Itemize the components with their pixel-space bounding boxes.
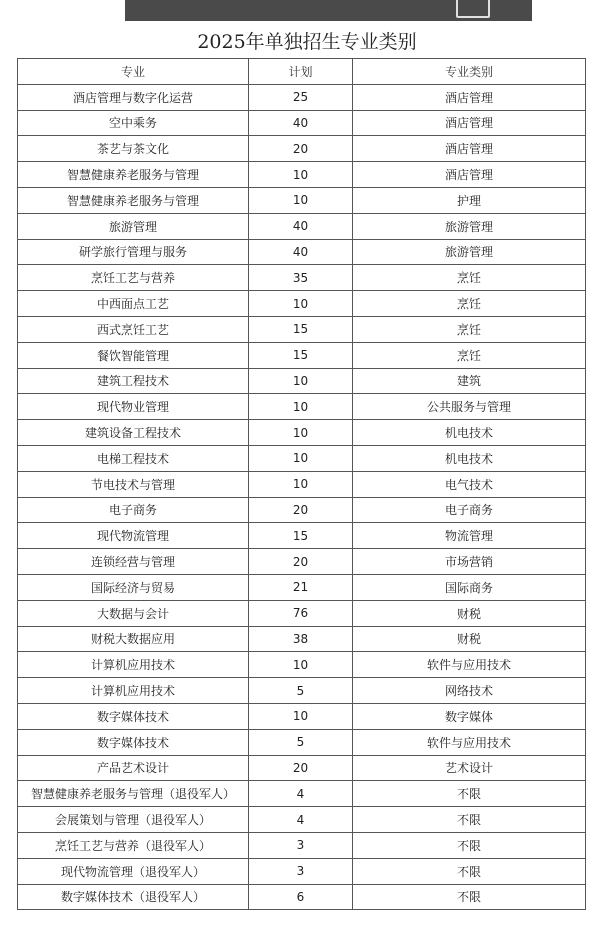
major-cell: 电梯工程技术 xyxy=(18,445,249,471)
table-row xyxy=(18,523,586,549)
table-row xyxy=(18,342,586,368)
plan-cell: 10 xyxy=(249,394,353,420)
plan-cell: 20 xyxy=(249,755,353,781)
major-cell: 研学旅行管理与服务 xyxy=(18,239,249,265)
plan-cell: 76 xyxy=(249,600,353,626)
plan-cell: 4 xyxy=(249,807,353,833)
major-cell: 产品艺术设计 xyxy=(18,755,249,781)
category-cell: 酒店管理 xyxy=(353,136,586,162)
major-cell: 计算机应用技术 xyxy=(18,678,249,704)
major-cell: 餐饮智能管理 xyxy=(18,342,249,368)
category-cell: 烹饪 xyxy=(353,265,586,291)
plan-cell: 10 xyxy=(249,291,353,317)
major-cell: 连锁经营与管理 xyxy=(18,549,249,575)
plan-cell: 38 xyxy=(249,626,353,652)
category-cell: 酒店管理 xyxy=(353,110,586,136)
category-cell: 烹饪 xyxy=(353,291,586,317)
table-body xyxy=(18,84,586,910)
table-row xyxy=(18,265,586,291)
major-cell: 烹饪工艺与营养（退役军人） xyxy=(18,832,249,858)
table-row xyxy=(18,574,586,600)
plan-cell: 10 xyxy=(249,162,353,188)
major-cell: 现代物流管理 xyxy=(18,523,249,549)
major-cell: 建筑工程技术 xyxy=(18,368,249,394)
plan-cell: 20 xyxy=(249,497,353,523)
table-header-row xyxy=(18,59,586,85)
category-cell: 护理 xyxy=(353,187,586,213)
table-row xyxy=(18,136,586,162)
plan-cell: 10 xyxy=(249,187,353,213)
major-cell: 财税大数据应用 xyxy=(18,626,249,652)
table-row xyxy=(18,729,586,755)
table-row xyxy=(18,110,586,136)
plan-cell: 4 xyxy=(249,781,353,807)
header-plan: 计划 xyxy=(249,59,353,85)
table-row xyxy=(18,394,586,420)
table-row xyxy=(18,678,586,704)
major-cell: 智慧健康养老服务与管理 xyxy=(18,162,249,188)
plan-cell: 40 xyxy=(249,213,353,239)
table-row xyxy=(18,497,586,523)
category-cell: 烹饪 xyxy=(353,342,586,368)
category-cell: 物流管理 xyxy=(353,523,586,549)
category-cell: 财税 xyxy=(353,626,586,652)
plan-cell: 25 xyxy=(249,84,353,110)
major-cell: 电子商务 xyxy=(18,497,249,523)
table-row xyxy=(18,471,586,497)
table-row xyxy=(18,626,586,652)
plan-cell: 5 xyxy=(249,678,353,704)
category-cell: 旅游管理 xyxy=(353,213,586,239)
major-cell: 烹饪工艺与营养 xyxy=(18,265,249,291)
category-cell: 不限 xyxy=(353,832,586,858)
category-cell: 网络技术 xyxy=(353,678,586,704)
major-cell: 中西面点工艺 xyxy=(18,291,249,317)
major-cell: 数字媒体技术（退役军人） xyxy=(18,884,249,910)
plan-cell: 10 xyxy=(249,420,353,446)
plan-cell: 15 xyxy=(249,316,353,342)
top-banner xyxy=(125,0,532,21)
table-row xyxy=(18,807,586,833)
table-row xyxy=(18,884,586,910)
major-cell: 国际经济与贸易 xyxy=(18,574,249,600)
category-cell: 酒店管理 xyxy=(353,162,586,188)
table-row xyxy=(18,420,586,446)
table-row xyxy=(18,187,586,213)
category-cell: 不限 xyxy=(353,781,586,807)
table-row xyxy=(18,832,586,858)
table-row xyxy=(18,213,586,239)
plan-cell: 10 xyxy=(249,368,353,394)
major-cell: 智慧健康养老服务与管理 xyxy=(18,187,249,213)
major-cell: 旅游管理 xyxy=(18,213,249,239)
plan-cell: 10 xyxy=(249,652,353,678)
table-row xyxy=(18,600,586,626)
category-cell: 电气技术 xyxy=(353,471,586,497)
plan-cell: 15 xyxy=(249,342,353,368)
category-cell: 烹饪 xyxy=(353,316,586,342)
major-cell: 计算机应用技术 xyxy=(18,652,249,678)
plan-cell: 15 xyxy=(249,523,353,549)
plan-cell: 10 xyxy=(249,445,353,471)
category-cell: 不限 xyxy=(353,807,586,833)
category-cell: 旅游管理 xyxy=(353,239,586,265)
table-row xyxy=(18,239,586,265)
plan-cell: 10 xyxy=(249,471,353,497)
page-title: 2025年单独招生专业类别 xyxy=(197,31,417,53)
major-cell: 茶艺与茶文化 xyxy=(18,136,249,162)
major-cell: 节电技术与管理 xyxy=(18,471,249,497)
category-cell: 电子商务 xyxy=(353,497,586,523)
major-cell: 数字媒体技术 xyxy=(18,729,249,755)
plan-cell: 21 xyxy=(249,574,353,600)
category-cell: 艺术设计 xyxy=(353,755,586,781)
major-cell: 会展策划与管理（退役军人） xyxy=(18,807,249,833)
major-cell: 数字媒体技术 xyxy=(18,703,249,729)
majors-table xyxy=(17,58,586,910)
table-row xyxy=(18,291,586,317)
plan-cell: 3 xyxy=(249,858,353,884)
plan-cell: 40 xyxy=(249,110,353,136)
category-cell: 财税 xyxy=(353,600,586,626)
category-cell: 不限 xyxy=(353,884,586,910)
table-row xyxy=(18,549,586,575)
banner-button[interactable] xyxy=(456,0,490,18)
category-cell: 市场营销 xyxy=(353,549,586,575)
table-row xyxy=(18,316,586,342)
major-cell: 智慧健康养老服务与管理（退役军人） xyxy=(18,781,249,807)
major-cell: 建筑设备工程技术 xyxy=(18,420,249,446)
plan-cell: 10 xyxy=(249,703,353,729)
category-cell: 不限 xyxy=(353,858,586,884)
category-cell: 建筑 xyxy=(353,368,586,394)
major-cell: 大数据与会计 xyxy=(18,600,249,626)
category-cell: 机电技术 xyxy=(353,445,586,471)
table-row xyxy=(18,445,586,471)
header-category: 专业类别 xyxy=(353,59,586,85)
table-row xyxy=(18,858,586,884)
major-cell: 西式烹饪工艺 xyxy=(18,316,249,342)
header-major: 专业 xyxy=(18,59,249,85)
major-cell: 现代物流管理（退役军人） xyxy=(18,858,249,884)
category-cell: 数字媒体 xyxy=(353,703,586,729)
plan-cell: 40 xyxy=(249,239,353,265)
category-cell: 国际商务 xyxy=(353,574,586,600)
plan-cell: 3 xyxy=(249,832,353,858)
major-cell: 现代物业管理 xyxy=(18,394,249,420)
table-row xyxy=(18,755,586,781)
table-row xyxy=(18,652,586,678)
table-row xyxy=(18,368,586,394)
plan-cell: 6 xyxy=(249,884,353,910)
category-cell: 酒店管理 xyxy=(353,84,586,110)
plan-cell: 20 xyxy=(249,136,353,162)
category-cell: 软件与应用技术 xyxy=(353,652,586,678)
table-row xyxy=(18,162,586,188)
plan-cell: 20 xyxy=(249,549,353,575)
plan-cell: 5 xyxy=(249,729,353,755)
category-cell: 公共服务与管理 xyxy=(353,394,586,420)
table-row xyxy=(18,84,586,110)
table-row xyxy=(18,703,586,729)
table-row xyxy=(18,781,586,807)
major-cell: 空中乘务 xyxy=(18,110,249,136)
major-cell: 酒店管理与数字化运营 xyxy=(18,84,249,110)
category-cell: 机电技术 xyxy=(353,420,586,446)
plan-cell: 35 xyxy=(249,265,353,291)
category-cell: 软件与应用技术 xyxy=(353,729,586,755)
